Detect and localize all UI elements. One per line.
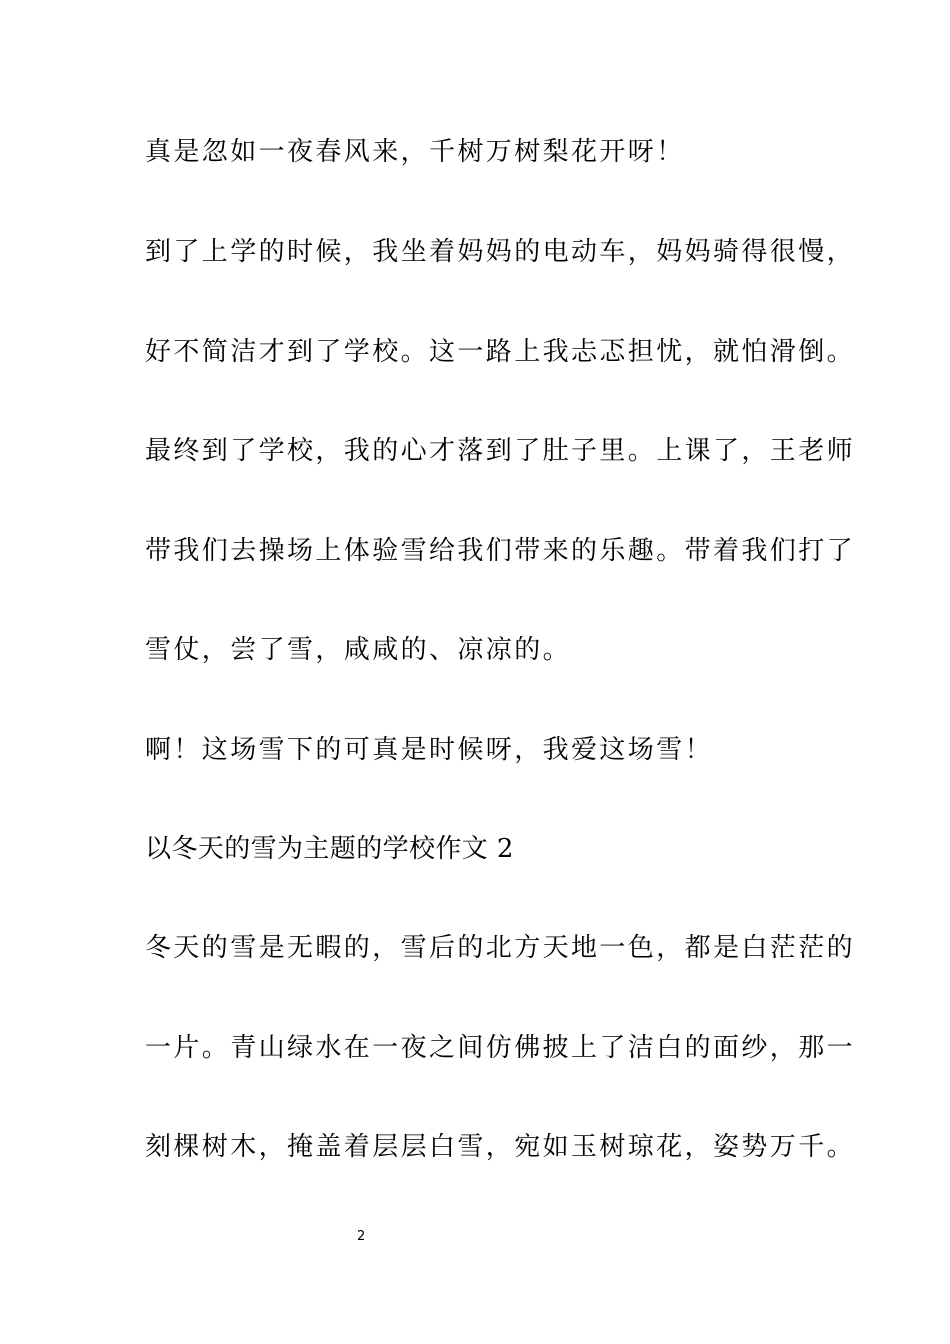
text-line-1: 真是忽如一夜春风来，千树万树梨花开呀！ — [145, 137, 685, 167]
text-line-5: 带我们去操场上体验雪给我们带来的乐趣。带着我们打了 — [145, 536, 856, 566]
text-line-10: 刻棵树木，掩盖着层层白雪，宛如玉树琼花，姿势万千。 — [145, 1132, 856, 1162]
text-line-7: 啊！这场雪下的可真是时候呀，我爱这场雪！ — [145, 735, 714, 765]
text-line-3: 好不简洁才到了学校。这一路上我忐忑担忧，就怕滑倒。 — [145, 337, 856, 367]
section-heading: 以冬天的雪为主题的学校作文 2 — [145, 834, 514, 864]
text-line-8: 冬天的雪是无暇的，雪后的北方天地一色，都是白茫茫的 — [145, 933, 856, 963]
text-line-4: 最终到了学校，我的心才落到了肚子里。上课了，王老师 — [145, 436, 856, 466]
text-line-9: 一片。青山绿水在一夜之间仿佛披上了洁白的面纱，那一 — [145, 1033, 856, 1063]
text-line-2: 到了上学的时候，我坐着妈妈的电动车，妈妈骑得很慢， — [145, 237, 856, 267]
text-line-6: 雪仗，尝了雪，咸咸的、凉凉的。 — [145, 635, 572, 665]
page-number: 2 — [357, 1229, 366, 1244]
